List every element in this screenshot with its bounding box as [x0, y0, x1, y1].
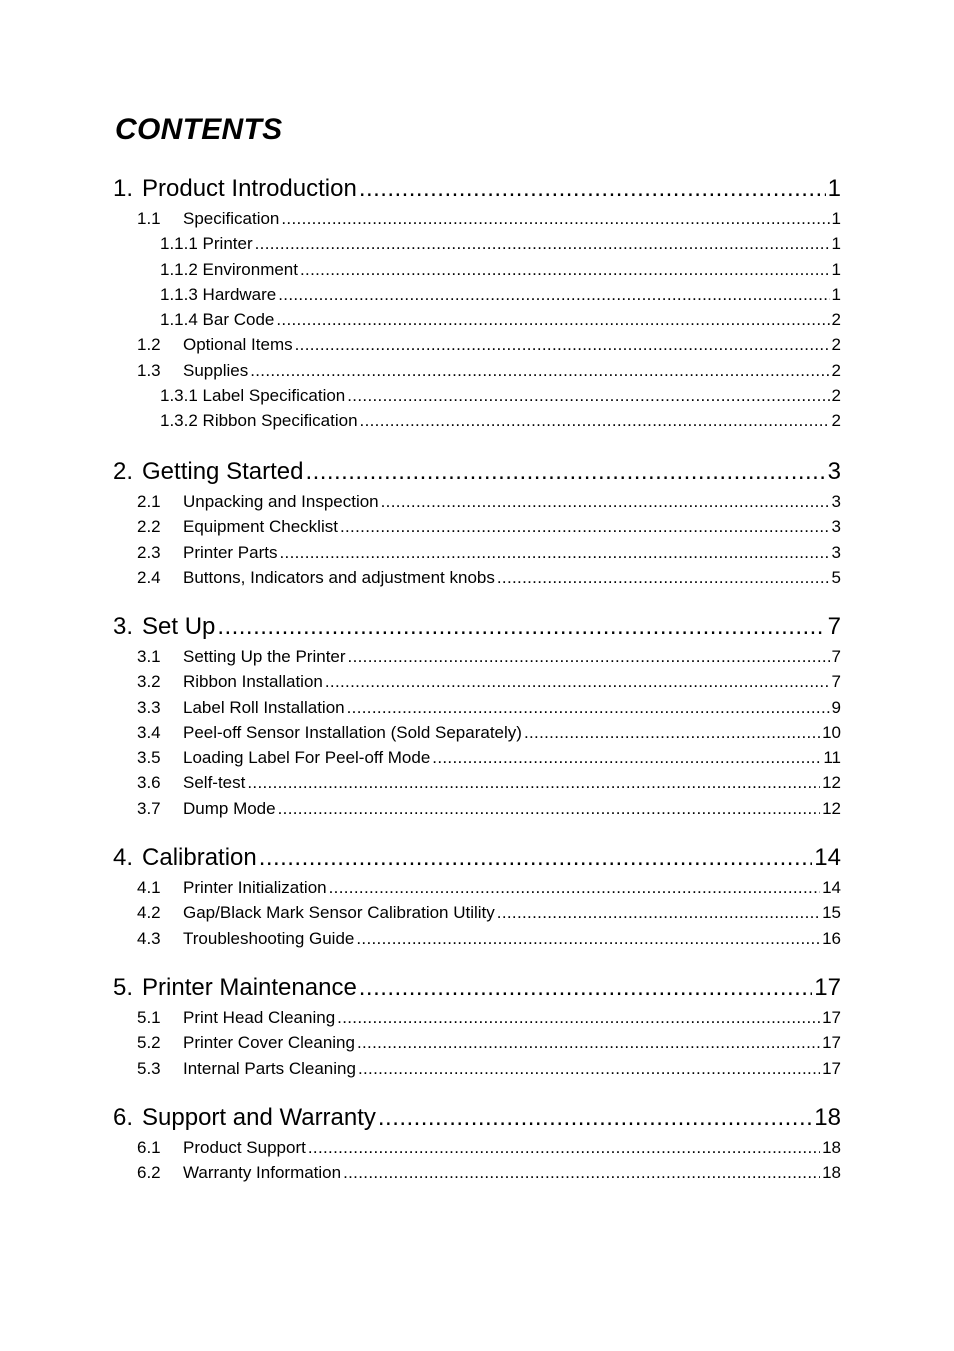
toc-entry-number: 1.1.1: [160, 234, 198, 254]
toc-entry-title: [137, 900, 495, 925]
dot-leader: [360, 408, 830, 433]
toc-entry-number: 3.6: [137, 773, 161, 793]
toc-page-number: 17: [814, 974, 841, 1001]
toc-chapter-label: Calibration: [142, 844, 257, 871]
toc-section-entry[interactable]: [113, 1030, 841, 1055]
toc-entry-number: 6.2: [137, 1163, 161, 1183]
toc-page-number: 2: [831, 411, 841, 431]
toc-page-number: 10: [822, 722, 841, 742]
toc-entry-number: 2.1: [137, 492, 161, 511]
toc-entry-number: 3.5: [137, 748, 161, 768]
toc-section-entry[interactable]: [113, 900, 841, 925]
toc-entry-title: [137, 644, 346, 669]
toc-section-entry[interactable]: [113, 720, 841, 745]
toc-section-entry[interactable]: [113, 540, 841, 565]
dot-leader: [359, 172, 826, 206]
toc-entry-title: [137, 745, 430, 770]
dot-leader: [359, 971, 813, 1005]
toc-entry-label: Optional Items: [183, 335, 293, 355]
toc-section-entry[interactable]: [113, 206, 841, 231]
toc-chapter-number: 3.: [113, 613, 134, 640]
toc-entry-label: Internal Parts Cleaning: [183, 1058, 356, 1078]
toc-entry-number: 6.1: [137, 1138, 161, 1157]
toc-entry-title: [137, 875, 327, 900]
dot-leader: [247, 770, 820, 795]
toc-entry-title: [137, 332, 293, 357]
toc-page-number: 14: [814, 844, 841, 871]
dot-leader: [356, 926, 820, 951]
dot-leader: [378, 1101, 812, 1135]
toc-chapter-block: [113, 1101, 841, 1186]
toc-entry-label: Troubleshooting Guide: [183, 928, 355, 948]
toc-entry-number: 1.1.4: [160, 310, 198, 330]
toc-chapter-title: [113, 455, 303, 489]
toc-page-number: 2: [831, 310, 841, 330]
toc-entry-label: Supplies: [183, 360, 249, 380]
toc-section-entry[interactable]: [113, 745, 841, 770]
toc-entry-number: 3.4: [137, 722, 161, 742]
dot-leader: [278, 282, 829, 307]
toc-chapter-block: [113, 172, 841, 434]
toc-entry-number: 2.4: [137, 567, 161, 587]
toc-entry-number: 3.3: [137, 697, 161, 717]
toc-entry-label: Unpacking and Inspection: [183, 492, 379, 511]
dot-leader: [217, 610, 825, 644]
toc-section-entry[interactable]: [113, 875, 841, 900]
toc-chapter-number: 4.: [113, 844, 134, 871]
toc-entry-title: [160, 231, 253, 256]
toc-entry-number: 3.7: [137, 798, 161, 818]
toc-section-entry[interactable]: [113, 669, 841, 694]
toc-entry-number: 2.3: [137, 542, 161, 562]
toc-chapter-entry[interactable]: [113, 172, 841, 206]
toc-entry-title: [160, 257, 298, 282]
toc-chapter-label: Set Up: [142, 613, 216, 640]
toc-entry-title: [137, 206, 279, 231]
toc-section-entry[interactable]: [113, 1056, 841, 1081]
toc-entry-label: Printer Cover Cleaning: [183, 1033, 355, 1053]
toc-page-number: 1: [827, 175, 841, 202]
toc-entry-title: [137, 514, 338, 539]
toc-subsection-entry[interactable]: [113, 231, 841, 256]
toc-entry-title: [137, 540, 277, 565]
toc-chapter-title: [113, 971, 357, 1005]
toc-section-entry[interactable]: [113, 514, 841, 539]
toc-page-number: 3: [827, 458, 841, 485]
toc-subsection-entry[interactable]: [113, 383, 841, 408]
toc-section-entry[interactable]: [113, 1135, 841, 1160]
toc-entry-label: Product Support: [183, 1138, 306, 1157]
toc-entry-number: 3.2: [137, 672, 161, 692]
toc-entry-title: [137, 720, 522, 745]
toc-entry-label: Dump Mode: [183, 798, 276, 818]
toc-entry-label: Self-test: [183, 773, 246, 793]
dot-leader: [300, 257, 830, 282]
toc-page-number: 9: [831, 697, 841, 717]
toc-page-number: 12: [822, 798, 841, 818]
toc-entry-number: 1.3.2: [160, 411, 198, 431]
toc-section-entry[interactable]: [113, 1005, 841, 1030]
toc-section-entry[interactable]: [113, 565, 841, 590]
toc-entry-title: [137, 1056, 356, 1081]
toc-entry-label: Printer Parts: [183, 542, 278, 562]
toc-page-number: 17: [822, 1008, 841, 1027]
toc-entry-label: Equipment Checklist: [183, 517, 338, 537]
dot-leader: [358, 1056, 820, 1081]
toc-section-entry[interactable]: [113, 332, 841, 357]
toc-entry-number: 1.1.2: [160, 259, 198, 279]
dot-leader: [259, 841, 813, 875]
toc-chapter-number: 1.: [113, 175, 134, 202]
toc-entry-title: [137, 1030, 355, 1055]
toc-entry-number: 1.1: [137, 209, 161, 228]
toc-entry-number: 4.1: [137, 878, 161, 897]
toc-chapter-block: [113, 455, 841, 590]
toc-page-number: 18: [814, 1104, 841, 1131]
dot-leader: [325, 669, 830, 694]
toc-entry-label: Buttons, Indicators and adjustment knobs: [183, 567, 495, 587]
dot-leader: [343, 1160, 820, 1185]
dot-leader: [295, 332, 830, 357]
toc-entry-title: [137, 770, 245, 795]
dot-leader: [497, 900, 820, 925]
toc-chapter-block: [113, 841, 841, 951]
toc-entry-title: [137, 1005, 335, 1030]
toc-entry-label: Hardware: [202, 284, 277, 304]
toc-section-entry[interactable]: [113, 644, 841, 669]
toc-entry-label: Ribbon Installation: [183, 672, 323, 692]
toc-section-entry[interactable]: [113, 695, 841, 720]
toc-page-number: 1: [831, 209, 841, 228]
dot-leader: [279, 540, 829, 565]
toc-entry-number: 1.1.3: [160, 284, 198, 304]
dot-leader: [497, 565, 830, 590]
toc-page-number: 17: [822, 1058, 841, 1078]
dot-leader: [337, 1005, 820, 1030]
toc-entry-number: 3.1: [137, 647, 161, 666]
toc-chapter-block: [113, 971, 841, 1081]
toc-entry-label: Printer: [202, 234, 253, 254]
toc-page-number: 2: [831, 386, 841, 406]
toc-section-entry[interactable]: [113, 358, 841, 383]
toc-section-entry[interactable]: [113, 489, 841, 514]
toc-section-entry[interactable]: [113, 1160, 841, 1185]
toc-subsection-entry[interactable]: [113, 408, 841, 433]
dot-leader: [250, 358, 829, 383]
dot-leader: [281, 206, 829, 231]
dot-leader: [329, 875, 820, 900]
dot-leader: [276, 307, 829, 332]
toc-entry-title: [137, 1160, 341, 1185]
toc-page-number: 3: [831, 542, 841, 562]
toc-subsection-entry[interactable]: [113, 282, 841, 307]
toc-entry-title: [137, 926, 354, 951]
toc-page-number: 7: [831, 647, 841, 666]
toc-entry-number: 5.1: [137, 1008, 161, 1027]
toc-page-number: 3: [831, 492, 841, 511]
toc-entry-number: 4.2: [137, 903, 161, 923]
dot-leader: [308, 1135, 820, 1160]
toc-section-entry[interactable]: [113, 796, 841, 821]
toc-entry-title: [160, 408, 358, 433]
dot-leader: [357, 1030, 820, 1055]
toc-entry-label: Peel-off Sensor Installation (Sold Separately): [183, 722, 522, 742]
toc-page-number: 16: [822, 928, 841, 948]
toc-entry-number: 5.3: [137, 1058, 161, 1078]
toc-page-number: 17: [822, 1033, 841, 1053]
toc-entry-number: 4.3: [137, 928, 161, 948]
toc-page-number: 15: [822, 903, 841, 923]
toc-chapter-label: Product Introduction: [142, 175, 357, 202]
toc-page-number: 1: [831, 234, 841, 254]
dot-leader: [255, 231, 830, 256]
toc-entry-label: Loading Label For Peel-off Mode: [183, 748, 431, 768]
toc-entry-label: Bar Code: [202, 310, 275, 330]
toc-entry-number: 5.2: [137, 1033, 161, 1053]
toc-entry-label: Label Specification: [202, 386, 346, 406]
toc-entry-label: Ribbon Specification: [202, 411, 358, 431]
page-title: CONTENTS: [115, 113, 283, 146]
toc-chapter-label: Printer Maintenance: [142, 974, 357, 1001]
dot-leader: [278, 796, 820, 821]
toc-page-number: 7: [827, 613, 841, 640]
toc-subsection-entry[interactable]: [113, 257, 841, 282]
dot-leader: [305, 455, 825, 489]
toc-page-number: 1: [831, 259, 841, 279]
toc-section-entry[interactable]: [113, 770, 841, 795]
toc-entry-title: [160, 282, 276, 307]
toc-entry-number: 2.2: [137, 517, 161, 537]
toc-entry-number: 1.3.1: [160, 386, 198, 406]
toc-chapter-block: [113, 610, 841, 821]
dot-leader: [524, 720, 820, 745]
toc-chapter-number: 5.: [113, 974, 134, 1001]
toc-page-number: 3: [831, 517, 841, 537]
toc-entry-title: [137, 1135, 306, 1160]
toc-entry-title: [137, 565, 495, 590]
toc-entry-label: Specification: [183, 209, 280, 228]
toc-chapter-label: Support and Warranty: [142, 1104, 376, 1131]
toc-entry-title: [137, 358, 248, 383]
toc-page-number: 18: [822, 1138, 841, 1157]
toc-entry-label: Label Roll Installation: [183, 697, 345, 717]
toc-subsection-entry[interactable]: [113, 307, 841, 332]
dot-leader: [432, 745, 821, 770]
toc-entry-number: 1.3: [137, 360, 161, 380]
toc-page-number: 11: [823, 748, 841, 768]
dot-leader: [347, 383, 829, 408]
toc-entry-title: [137, 796, 276, 821]
toc-chapter-title: [113, 1101, 376, 1135]
toc-entry-number: 1.2: [137, 335, 161, 355]
toc-section-entry[interactable]: [113, 926, 841, 951]
toc-chapter-title: [113, 172, 357, 206]
toc-entry-label: Printer Initialization: [183, 878, 327, 897]
toc-chapter-entry[interactable]: [113, 971, 841, 1005]
toc-chapter-title: [113, 841, 257, 875]
toc-chapter-label: Getting Started: [142, 458, 304, 485]
toc-page-number: 14: [822, 878, 841, 897]
toc-chapter-number: 2.: [113, 458, 134, 485]
toc-entry-label: Setting Up the Printer: [183, 647, 346, 666]
toc-entry-title: [160, 383, 345, 408]
dot-leader: [381, 489, 830, 514]
toc-chapter-number: 6.: [113, 1104, 134, 1131]
toc-entry-title: [137, 489, 379, 514]
toc-entry-label: Warranty Information: [183, 1163, 342, 1183]
toc-entry-label: Gap/Black Mark Sensor Calibration Utility: [183, 903, 495, 923]
toc-chapter-entry[interactable]: [113, 610, 841, 644]
toc-page-number: 18: [822, 1163, 841, 1183]
toc-entry-title: [160, 307, 274, 332]
toc-entry-title: [137, 695, 345, 720]
toc-page-number: 2: [831, 360, 841, 380]
dot-leader: [340, 514, 830, 539]
toc-entry-label: Environment: [202, 259, 298, 279]
toc-chapter-entry[interactable]: [113, 1101, 841, 1135]
toc-chapter-entry[interactable]: [113, 841, 841, 875]
toc-page-number: 2: [831, 335, 841, 355]
toc-entry-label: Print Head Cleaning: [183, 1008, 336, 1027]
dot-leader: [348, 644, 830, 669]
dot-leader: [347, 695, 830, 720]
toc-page-number: 12: [822, 773, 841, 793]
toc-page-number: 7: [831, 672, 841, 692]
toc-chapter-title: [113, 610, 215, 644]
toc-chapter-entry[interactable]: [113, 455, 841, 489]
toc-page-number: 1: [831, 284, 841, 304]
toc-page-number: 5: [831, 567, 841, 587]
toc-entry-title: [137, 669, 323, 694]
